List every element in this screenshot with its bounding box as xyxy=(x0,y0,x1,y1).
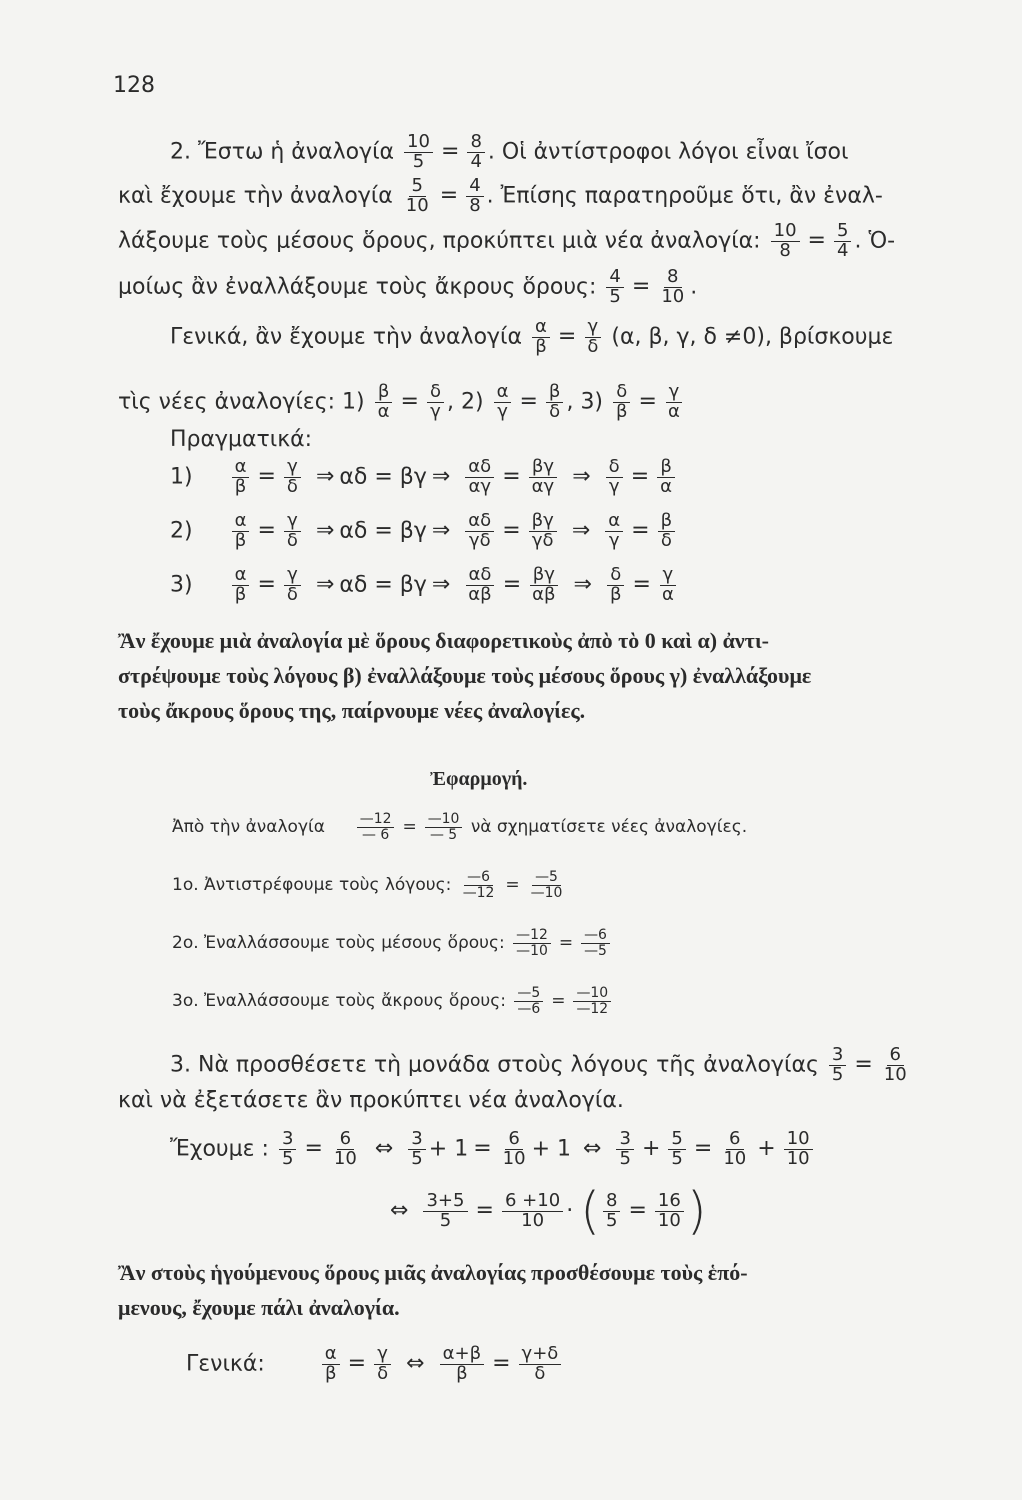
denominator: 10 xyxy=(786,1147,810,1169)
application-intro: Ἀπὸ τὴν ἀναλογία $\frac{—12}{— 6}$ = $\frac{—10}{— 5}$ νὰ σχηματίσετε νέες ἀναλογίες. xyxy=(172,811,748,843)
numerator: β xyxy=(375,383,393,403)
p2-line-3: λάξουμε τοὺς μέσους ὅρους, προκύπτει μιὰ νέα ἀναλογία: $\frac{10}{8}$ = $\frac{5}{4}$ . Ὁ- xyxy=(118,220,896,261)
parenthesis: ) xyxy=(686,1181,707,1240)
numerator: γ xyxy=(284,566,301,586)
denominator: α xyxy=(377,400,390,422)
fraction xyxy=(513,928,551,958)
numerator: —6 xyxy=(464,870,493,886)
fraction xyxy=(603,1189,620,1231)
numerator: αδ xyxy=(465,512,494,532)
operator: = xyxy=(257,518,276,544)
operator: = xyxy=(558,933,574,954)
operator: = xyxy=(693,1136,713,1162)
operator: = xyxy=(502,464,521,490)
p3-line-2: καὶ νὰ ἐξετάσετε ἂν προκύπτει νέα ἀναλογία. xyxy=(118,1088,624,1113)
denominator: 4 xyxy=(470,150,482,172)
numerator: 4 xyxy=(466,177,483,197)
application-step-3: 3ο. Ἐναλλάσσουμε τοὺς ἄκρους ὅρους: $\frac{—5}{—6}$ = $\frac{—10}{—12}$ xyxy=(172,986,614,1016)
numerator: γ+δ xyxy=(519,1345,562,1365)
numerator: δ xyxy=(427,383,444,403)
derivation-row-1: 1) $\frac{\alpha}{\beta}$ = $\frac{\gamma}{\delta}$ ⇒ αδ = βγ ⇒ $\frac{\alpha\delta}{\alpha\gamma}$ = $\frac{\beta\gamma}{\alpha\gamma}$ ⇒ $\frac{\delta}{\gamma}$ = $\frac{\beta}{\alpha}$ xyxy=(170,458,678,497)
fraction xyxy=(331,1130,360,1169)
numerator: β xyxy=(657,458,675,478)
fraction xyxy=(232,566,250,605)
operator: = xyxy=(551,991,566,1012)
operator: = xyxy=(441,139,460,165)
p3-derivation-1: Ἔχουμε : $\frac{3}{5}$ = $\frac{6}{10}$ ⇔ $\frac{3}{5}$ + 1 = $\frac{6}{10}$ + 1 ⇔ $\frac{3}{5}$ + $\frac{5}{5}$ = $\frac{6}{10}$ + $\frac{10}{10}$ xyxy=(170,1130,816,1169)
application-step-2: 2ο. Ἐναλλάσσουμε τοὺς μέσους ὅρους: $\frac{—12}{—10}$ = $\frac{—6}{—5}$ xyxy=(172,928,613,958)
fraction xyxy=(374,1345,391,1384)
p2-line-4: μοίως ἂν ἐναλλάξουμε τοὺς ἄκρους ὅρους: $\frac{4}{5}$ = $\frac{8}{10}$ . xyxy=(118,266,698,307)
numerator: γ xyxy=(284,458,301,478)
numerator: 3 xyxy=(279,1130,296,1150)
fraction xyxy=(658,268,687,307)
numerator: γ xyxy=(374,1345,391,1365)
numerator: 5 xyxy=(409,177,426,197)
fraction xyxy=(605,512,623,551)
denominator: —12 xyxy=(576,1000,609,1017)
numerator: βγ xyxy=(529,458,557,478)
fraction xyxy=(502,1189,563,1231)
denominator: 10 xyxy=(333,1147,357,1169)
operator: = xyxy=(557,324,577,350)
denominator: δ xyxy=(587,335,599,357)
rule2-line-1: Ἂν στοὺς ἡγούμενους ὅρους μιᾶς ἀναλογίας προσθέσουμε τοὺς ἑπό- xyxy=(118,1260,748,1285)
denominator: 10 xyxy=(883,1063,907,1085)
fraction xyxy=(720,1130,749,1169)
fraction xyxy=(771,222,800,261)
numerator: βγ xyxy=(529,512,557,532)
application-title: Ἐφαρμογή. xyxy=(430,768,528,790)
numerator: —12 xyxy=(513,928,551,944)
numerator: 16 xyxy=(655,1192,684,1212)
fraction xyxy=(232,512,250,551)
fraction xyxy=(655,1189,684,1231)
application-step-1: 1ο. Ἀντιστρέφουμε τοὺς λόγους: $\frac{—6}{—12}$ = $\frac{—5}{—10}$ xyxy=(172,870,568,900)
numerator: α xyxy=(322,1345,340,1365)
operator: = xyxy=(402,817,417,838)
numerator: αδ xyxy=(465,458,494,478)
numerator: —5 xyxy=(532,870,561,886)
rule1-line-3: τοὺς ἄκρους ὅρους της, παίρνουμε νέες ἀναλογίες. xyxy=(118,698,586,723)
numerator: 10 xyxy=(771,222,800,242)
fraction xyxy=(546,383,564,422)
operator: ⇒ xyxy=(572,464,591,490)
denominator: α xyxy=(667,400,680,422)
fraction xyxy=(668,1130,685,1169)
numerator: 3 xyxy=(829,1046,846,1066)
denominator: 5 xyxy=(619,1147,631,1169)
operator: ⇒ xyxy=(571,518,591,544)
numerator: 10 xyxy=(784,1130,813,1150)
operator: = xyxy=(519,389,538,415)
fraction xyxy=(375,383,393,422)
operator: ⇒ xyxy=(315,572,335,598)
denominator: — 5 xyxy=(429,826,458,843)
operator: ⇔ xyxy=(583,1136,602,1162)
rule2-line-2: μενους, ἔχουμε πάλι ἀναλογία. xyxy=(118,1295,400,1320)
denominator: β xyxy=(234,583,247,605)
operator: = xyxy=(304,1136,323,1162)
operator: ⇒ xyxy=(431,572,451,598)
numerator: —10 xyxy=(425,812,463,828)
denominator: δ xyxy=(549,400,561,422)
operator: = xyxy=(502,518,521,544)
fraction xyxy=(532,318,550,357)
fraction xyxy=(427,383,444,422)
denominator: 5 xyxy=(439,1209,452,1231)
fraction xyxy=(665,383,683,422)
denominator: αγ xyxy=(531,475,555,497)
operator: = xyxy=(475,1198,494,1224)
general-formula: Γενικά: $\frac{\alpha}{\beta}$ = $\frac{\gamma}{\delta}$ ⇔ $\frac{\alpha+\beta}{\beta}$ = $\frac{\gamma+\delta}{\delta}$ xyxy=(186,1345,564,1384)
operator: ⇒ xyxy=(315,518,335,544)
numerator: 5 xyxy=(668,1130,685,1150)
denominator: —12 xyxy=(462,884,495,901)
operator: = xyxy=(505,875,520,896)
fraction xyxy=(404,133,433,172)
fraction xyxy=(466,177,483,216)
denominator: α xyxy=(661,583,674,605)
prag-heading: Πραγματικά: xyxy=(170,427,313,452)
numerator: α xyxy=(494,383,512,403)
numerator: 6 xyxy=(505,1130,522,1150)
operator: = xyxy=(854,1052,873,1078)
operator: = xyxy=(631,518,650,544)
numerator: 3 xyxy=(408,1130,425,1150)
denominator: 5 xyxy=(609,285,621,307)
denominator: 10 xyxy=(502,1147,526,1169)
denominator: 10 xyxy=(521,1209,545,1231)
denominator: γ xyxy=(608,529,620,551)
operator: = xyxy=(502,572,522,598)
operator: ⇔ xyxy=(406,1351,425,1377)
denominator: 5 xyxy=(281,1147,294,1169)
denominator: —10 xyxy=(530,884,563,901)
fraction xyxy=(606,268,623,307)
fraction xyxy=(613,383,631,422)
denominator: 8 xyxy=(779,239,791,261)
fraction xyxy=(528,870,566,900)
fraction xyxy=(573,986,611,1016)
denominator: — 6 xyxy=(362,826,390,843)
fraction xyxy=(581,928,610,958)
denominator: γ xyxy=(497,400,508,422)
numerator: γ xyxy=(585,318,602,338)
operator: ⇔ xyxy=(390,1198,409,1224)
rule1-line-2: στρέψουμε τοὺς λόγους β) ἐναλλάξουμε τοὺς μέσους ὅρους γ) ἐναλλάξουμε xyxy=(118,663,812,688)
fraction xyxy=(467,133,484,172)
numerator: αδ xyxy=(466,566,495,586)
numerator: 3+5 xyxy=(423,1192,467,1212)
numerator: α xyxy=(232,512,250,532)
fraction xyxy=(425,812,463,842)
numerator: α xyxy=(232,566,250,586)
denominator: αγ xyxy=(468,475,492,497)
operator: ⇒ xyxy=(431,518,451,544)
fraction xyxy=(519,1345,562,1384)
denominator: 10 xyxy=(405,194,429,216)
denominator: δ xyxy=(286,475,298,497)
denominator: 10 xyxy=(723,1147,747,1169)
operator: = xyxy=(492,1351,511,1377)
numerator: α xyxy=(605,512,623,532)
denominator: β xyxy=(535,335,547,357)
fraction xyxy=(465,566,494,605)
denominator: —5 xyxy=(584,942,607,959)
denominator: δ xyxy=(660,529,672,551)
operator: = xyxy=(628,1198,647,1224)
fraction xyxy=(606,458,623,497)
denominator: —10 xyxy=(516,942,548,959)
fraction xyxy=(284,512,301,551)
numerator: βγ xyxy=(530,566,558,586)
denominator: β xyxy=(616,400,628,422)
denominator: 5 xyxy=(411,1147,423,1169)
p3-derivation-2: ⇔ $\frac{3+5}{5}$ = $\frac{6 +10}{10}$ · ( $\frac{8}{5}$ = $\frac{16}{10}$ ) xyxy=(390,1181,707,1240)
fraction xyxy=(423,1189,467,1231)
numerator: 6 xyxy=(887,1046,904,1066)
denominator: 10 xyxy=(657,1209,681,1231)
denominator: 5 xyxy=(605,1209,618,1231)
numerator: 6 xyxy=(337,1130,354,1150)
derivation-row-2: 2) $\frac{\alpha}{\beta}$ = $\frac{\gamma}{\delta}$ ⇒ αδ = βγ ⇒ $\frac{\alpha\delta}{\gamma\delta}$ = $\frac{\beta\gamma}{\gamma\delta}$ ⇒ $\frac{\alpha}{\gamma}$ = $\frac{\beta}{\delta}$ xyxy=(170,512,678,551)
fraction xyxy=(284,566,301,605)
operator: = xyxy=(632,572,651,598)
denominator: 4 xyxy=(836,239,849,261)
numerator: 10 xyxy=(404,133,433,153)
denominator: 5 xyxy=(671,1147,683,1169)
operator: = xyxy=(630,464,650,490)
numerator: δ xyxy=(606,458,623,478)
denominator: 5 xyxy=(831,1063,844,1085)
denominator: 8 xyxy=(469,194,481,216)
operator: = xyxy=(439,183,459,209)
numerator: β xyxy=(546,383,564,403)
numerator: 8 xyxy=(467,133,484,153)
operator: = xyxy=(631,274,651,300)
operator: = xyxy=(807,228,826,254)
denominator: —6 xyxy=(517,1000,541,1017)
denominator: γ xyxy=(608,475,620,497)
operator: + xyxy=(641,1136,661,1162)
operator: ⇒ xyxy=(431,464,451,490)
operator: = xyxy=(473,1136,492,1162)
operator: ⇒ xyxy=(573,572,592,598)
fraction xyxy=(500,1130,529,1169)
derivation-row-3: 3) $\frac{\alpha}{\beta}$ = $\frac{\gamma}{\delta}$ ⇒ αδ = βγ ⇒ $\frac{\alpha\delta}{\alpha\beta}$ = $\frac{\beta\gamma}{\alpha\beta}$ ⇒ $\frac{\delta}{\beta}$ = $\frac{\gamma}{\alpha}$ xyxy=(170,566,680,605)
operator: = xyxy=(638,389,657,415)
operator: ⇔ xyxy=(374,1136,394,1162)
denominator: β xyxy=(324,1362,337,1384)
denominator: αβ xyxy=(532,583,556,605)
fraction xyxy=(465,458,494,497)
numerator: α xyxy=(532,318,550,338)
denominator: β xyxy=(609,583,622,605)
fraction xyxy=(494,383,512,422)
numerator: —6 xyxy=(581,928,610,944)
parenthesis: ( xyxy=(580,1181,600,1240)
fraction xyxy=(408,1130,425,1169)
numerator: —5 xyxy=(514,986,543,1002)
fraction xyxy=(607,566,625,605)
operator: = xyxy=(257,572,276,598)
p2-general: Γενικά, ἂν ἔχουμε τὴν ἀναλογία $\frac{\alpha}{\beta}$ = $\frac{\gamma}{\delta}$ (α, β, γ, δ ≠0), βρίσκουμε xyxy=(170,316,894,357)
denominator: δ xyxy=(286,529,298,551)
fraction xyxy=(232,458,250,497)
numerator: α+β xyxy=(440,1345,485,1365)
fraction xyxy=(881,1046,910,1085)
fraction xyxy=(514,986,543,1016)
fraction xyxy=(529,512,557,551)
numerator: —12 xyxy=(357,812,395,828)
fraction xyxy=(460,870,498,900)
operator: = xyxy=(400,389,419,415)
denominator: δ xyxy=(377,1362,389,1384)
page-number: 128 xyxy=(113,73,155,98)
fraction xyxy=(829,1046,846,1085)
fraction xyxy=(465,512,494,551)
operator: ⇒ xyxy=(315,464,335,490)
fraction xyxy=(284,458,301,497)
denominator: γδ xyxy=(531,529,554,551)
numerator: 4 xyxy=(606,268,623,288)
numerator: δ xyxy=(607,566,624,586)
numerator: 3 xyxy=(616,1130,633,1150)
fraction xyxy=(440,1345,485,1384)
p2-line-1: 2. Ἔστω ἡ ἀναλογία $\frac{10}{5}$ = $\frac{8}{4}$ . Οἱ ἀντίστροφοι λόγοι εἶναι ἴσοι xyxy=(170,131,849,172)
numerator: β xyxy=(658,512,676,532)
fraction xyxy=(834,222,851,261)
fraction xyxy=(784,1130,813,1169)
fraction xyxy=(584,318,601,357)
denominator: δ xyxy=(534,1362,546,1384)
numerator: δ xyxy=(613,383,630,403)
p3-line-1: 3. Νὰ προσθέσετε τὴ μονάδα στοὺς λόγους τῆς ἀναλογίας $\frac{3}{5}$ = $\frac{6}{10}$ xyxy=(170,1046,913,1085)
fraction xyxy=(529,458,558,497)
fraction xyxy=(658,512,676,551)
denominator: γδ xyxy=(468,529,491,551)
operator: = xyxy=(347,1351,367,1377)
fraction xyxy=(659,566,677,605)
denominator: γ xyxy=(430,400,441,422)
operator: + xyxy=(757,1136,776,1162)
numerator: γ xyxy=(666,383,683,403)
operator: = xyxy=(257,464,276,490)
fraction xyxy=(529,566,558,605)
denominator: α xyxy=(660,475,673,497)
fraction xyxy=(657,458,675,497)
rule1-line-1: Ἂν ἔχουμε μιὰ ἀναλογία μὲ ὅρους διαφορετικοὺς ἀπὸ τὸ 0 καὶ α) ἀντι- xyxy=(118,628,769,653)
denominator: 10 xyxy=(661,285,685,307)
denominator: δ xyxy=(286,583,298,605)
fraction xyxy=(279,1130,296,1169)
p2-new-proportions: τὶς νέες ἀναλογίες: 1) $\frac{\beta}{\alpha}$ = $\frac{\delta}{\gamma}$ , 2) $\frac{\alpha}{\gamma}$ = $\frac{\beta}{\delta}$ , 3) $\frac{\delta}{\beta}$ = $\frac{\gamma}{\alpha}$ xyxy=(118,383,686,422)
p2-line-2: καὶ ἔχουμε τὴν ἀναλογία $\frac{5}{10}$ = $\frac{4}{8}$ . Ἐπίσης παρατηροῦμε ὅτι, ἂν ἐναλ- xyxy=(118,175,883,216)
numerator: 5 xyxy=(834,222,851,242)
denominator: β xyxy=(456,1362,468,1384)
fraction xyxy=(322,1345,340,1384)
numerator: γ xyxy=(660,566,677,586)
denominator: β xyxy=(234,475,247,497)
numerator: 6 xyxy=(726,1130,743,1150)
fraction xyxy=(616,1130,633,1169)
numerator: 6 +10 xyxy=(502,1192,563,1212)
numerator: γ xyxy=(284,512,301,532)
numerator: 8 xyxy=(664,268,681,288)
denominator: β xyxy=(234,529,247,551)
fraction xyxy=(403,177,432,216)
denominator: 5 xyxy=(412,150,425,172)
denominator: αβ xyxy=(468,583,492,605)
numerator: α xyxy=(232,458,250,478)
fraction xyxy=(357,812,395,842)
numerator: —10 xyxy=(573,986,611,1002)
numerator: 8 xyxy=(603,1192,620,1212)
